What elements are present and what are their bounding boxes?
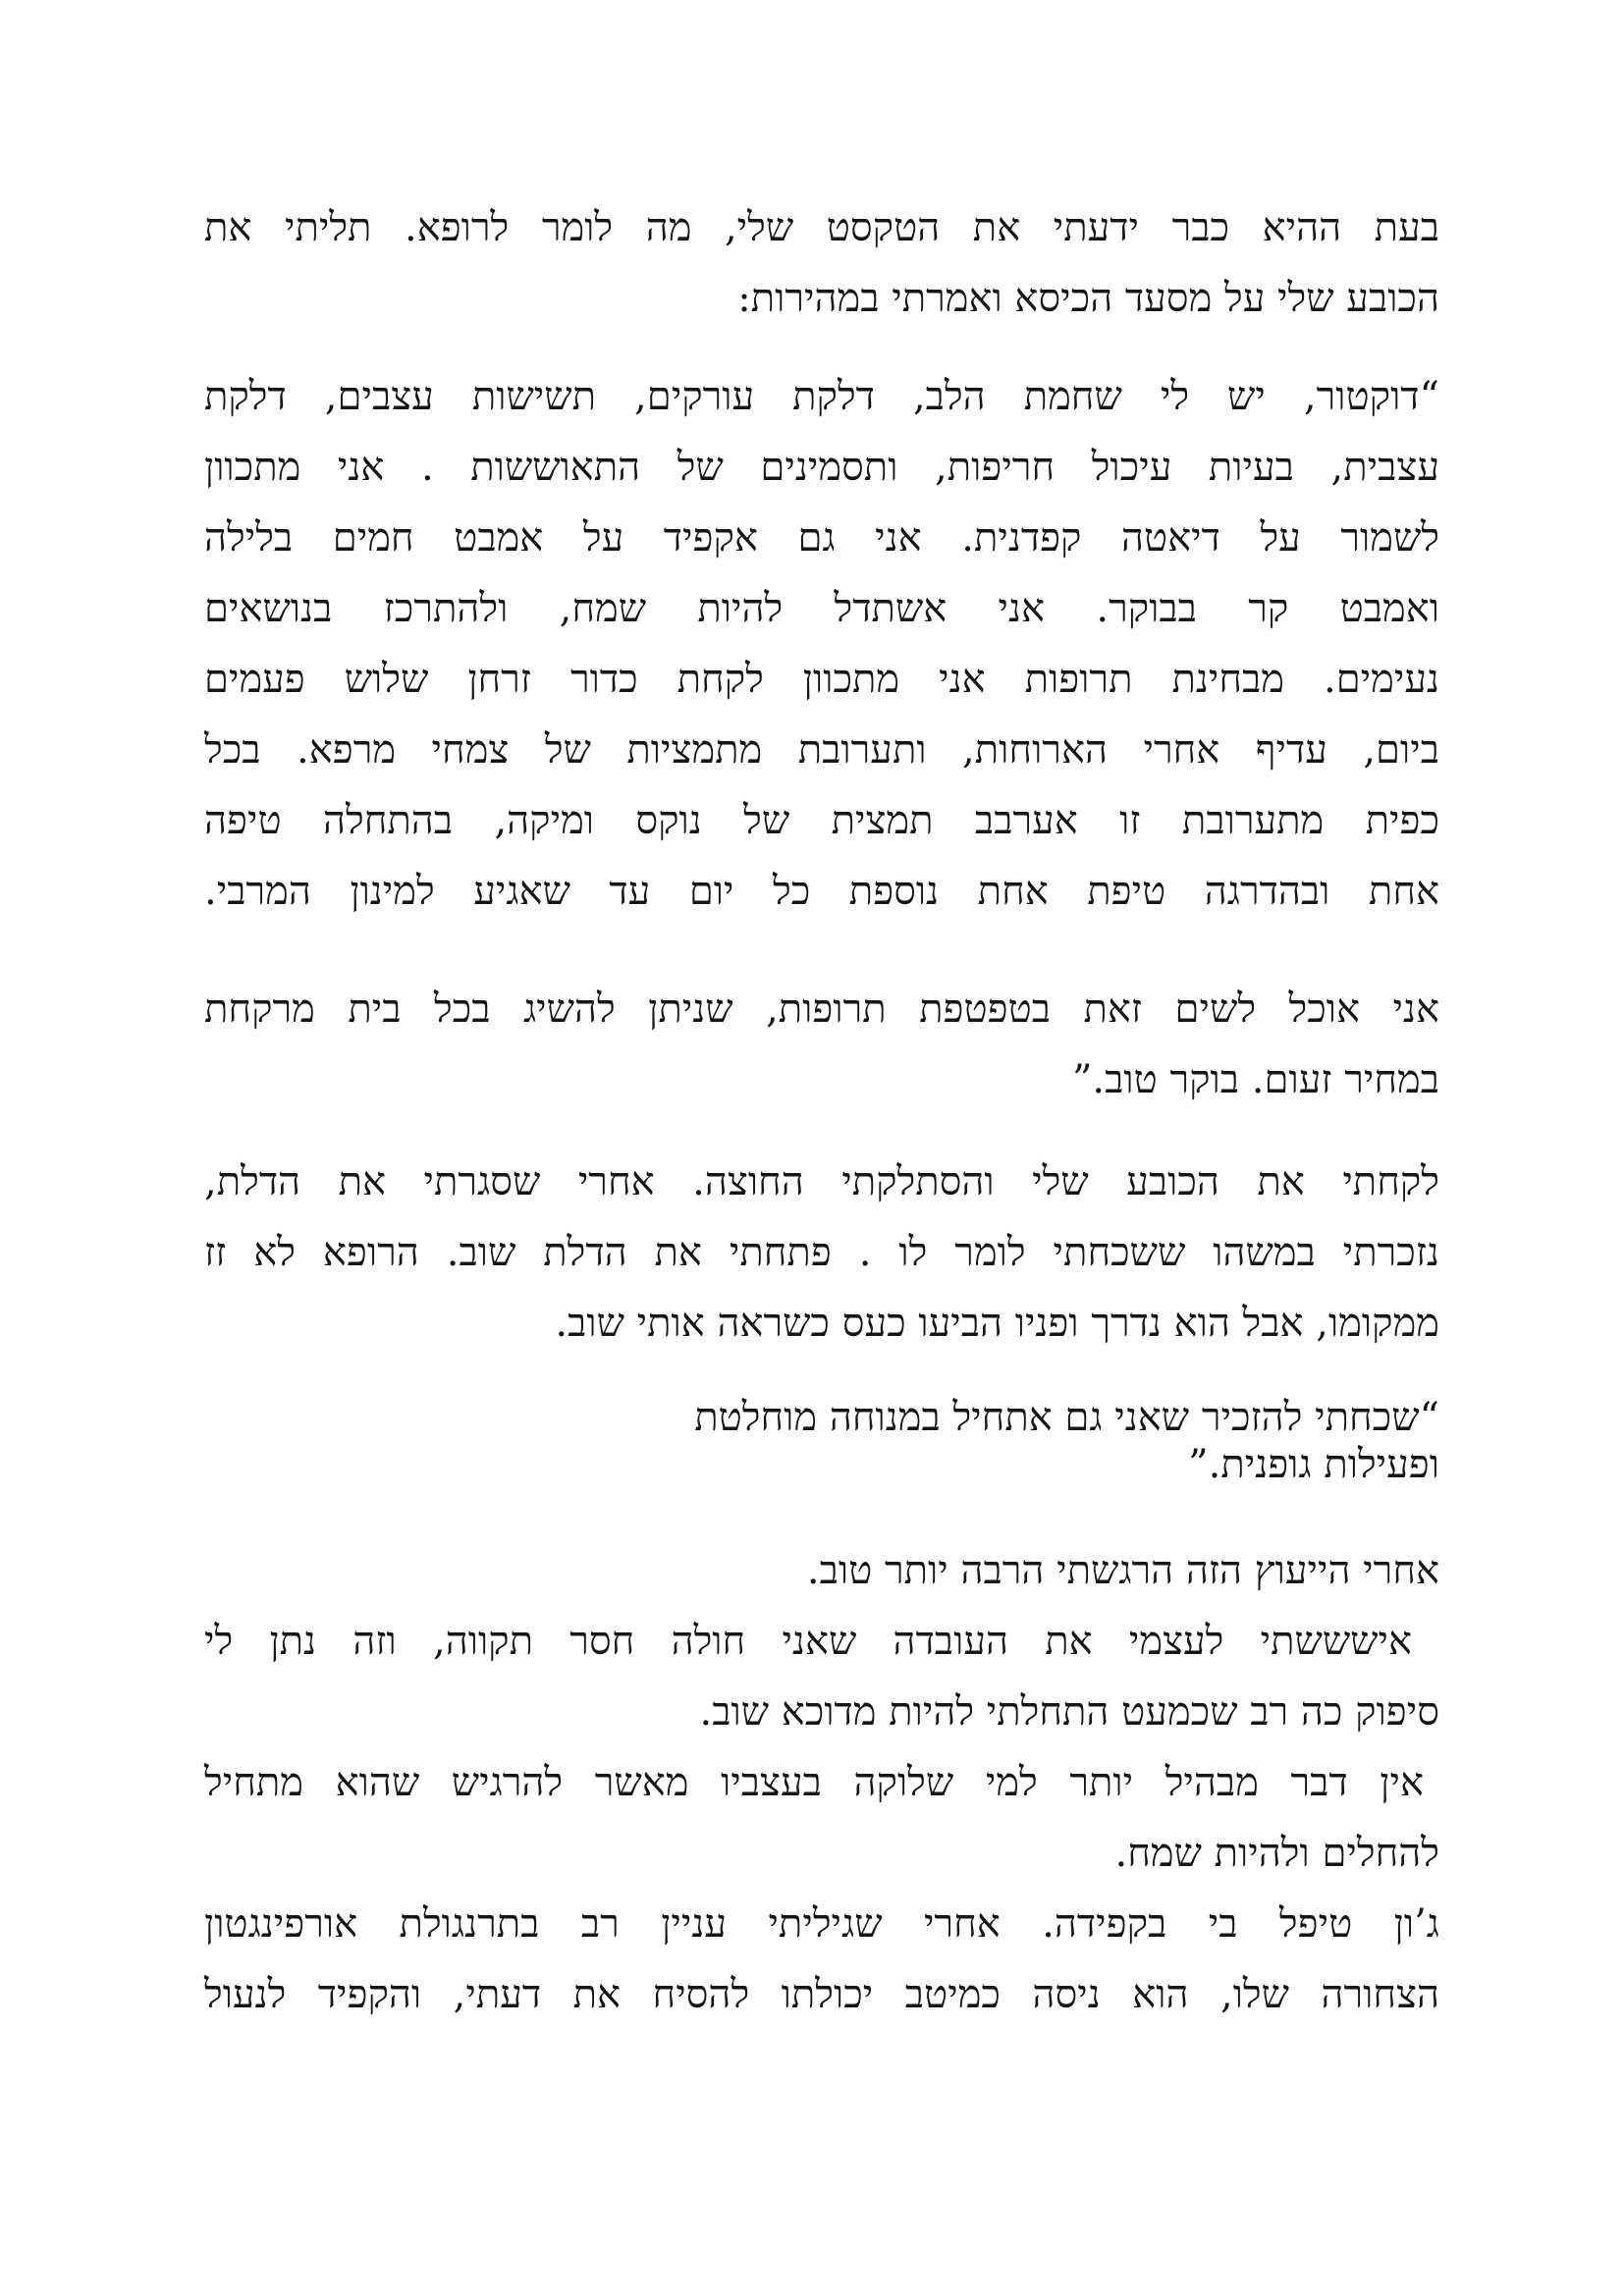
- text-line: כפית מתערובת זו אערבב תמצית של נוקס ומיקה, בהתחלה טיפה: [204, 798, 1439, 843]
- text-line: “שכחתי להזכיר שאני גם אתחיל במנוחה מוחלטת: [694, 1395, 1439, 1440]
- text-line: ופעילות גופנית.”: [1188, 1442, 1439, 1487]
- paragraph-2: [204, 361, 1439, 927]
- text-line: בעת ההיא כבר ידעתי את הטקסט שלי, מה לומר לרופא. תליתי את: [204, 205, 1439, 250]
- text-line: נזכרתי במשהו ששכחתי לומר לו . פתחתי את הדלת שוב. הרופא לא זז: [204, 1230, 1439, 1275]
- text-line: סיפוק כה רב שכמעט התחלתי להיות מדוכא שוב.: [699, 1689, 1439, 1735]
- text-line: אחרי הייעוץ הזה הרגשתי הרבה יותר טוב.: [806, 1548, 1439, 1593]
- text-line: לשמור על דיאטה קפדנית. אני גם אקפיד על אמבט חמים בלילה: [204, 515, 1439, 561]
- text-line: “דוקטור, יש לי שחמת הלב, דלקת עורקים, תשישות עצבים, דלקת: [204, 374, 1439, 419]
- paragraph-5: [556, 1394, 1439, 1488]
- text-line: עצבית, בעיות עיכול חריפות, ותסמינים של התאוששות . אני מתכוון: [204, 445, 1439, 490]
- text-line: ביום, עדיף אחרי הארוחות, ותערובת מתמציות של צמחי מרפא. בכל: [204, 727, 1439, 773]
- text-line: להחלים ולהיות שמח.: [1114, 1831, 1439, 1876]
- paragraph-1: [204, 192, 1439, 334]
- text-line: לקחתי את הכובע שלי והסתלקתי החוצה. אחרי שסגרתי את הדלת,: [204, 1159, 1439, 1204]
- text-line: במחיר זעום. בוקר טוב.”: [1071, 1057, 1439, 1102]
- text-line: ג’ון טיפל בי בקפידה. אחרי שגיליתי עניין רב בתרנגולת אורפינגטון: [204, 1901, 1439, 1947]
- text-line: הצחורה שלו, הוא ניסה כמיטב יכולתו להסיח את דעתי, והקפיד לנעול: [204, 1972, 1439, 2017]
- text-column: [204, 0, 1439, 2296]
- text-line: ממקומו, אבל הוא נדרך ופניו הביעו כעס כשראה אותי שוב.: [555, 1301, 1439, 1346]
- text-line: אין דבר מבהיל יותר למי שלוקה בעצביו מאשר להרגיש שהוא מתחיל: [204, 1760, 1424, 1805]
- text-line: אחת ובהדרגה טיפת אחת נוספת כל יום עד שאגיע למינון המרבי.: [204, 869, 1439, 914]
- paragraph-6: [204, 1535, 1439, 2030]
- text-line: אישששתי לעצמי את העובדה שאני חולה חסר תקווה, וזה נתן לי: [204, 1619, 1412, 1664]
- paragraph-4: [204, 1147, 1439, 1359]
- paragraph-3: [204, 974, 1439, 1115]
- text-line: ואמבט קר בבוקר. אני אשתדל להיות שמח, ולהתרכז בנושאים: [204, 586, 1439, 631]
- text-line: הכובע שלי על מסעד הכיסא ואמרתי במהירות:: [737, 276, 1439, 321]
- text-line: אני אוכל לשים זאת בטפטפת תרופות, שניתן להשיג בכל בית מרקחת: [204, 987, 1439, 1032]
- text-line: נעימים. מבחינת תרופות אני מתכוון לקחת כדור זרחן שלוש פעמים: [204, 657, 1439, 702]
